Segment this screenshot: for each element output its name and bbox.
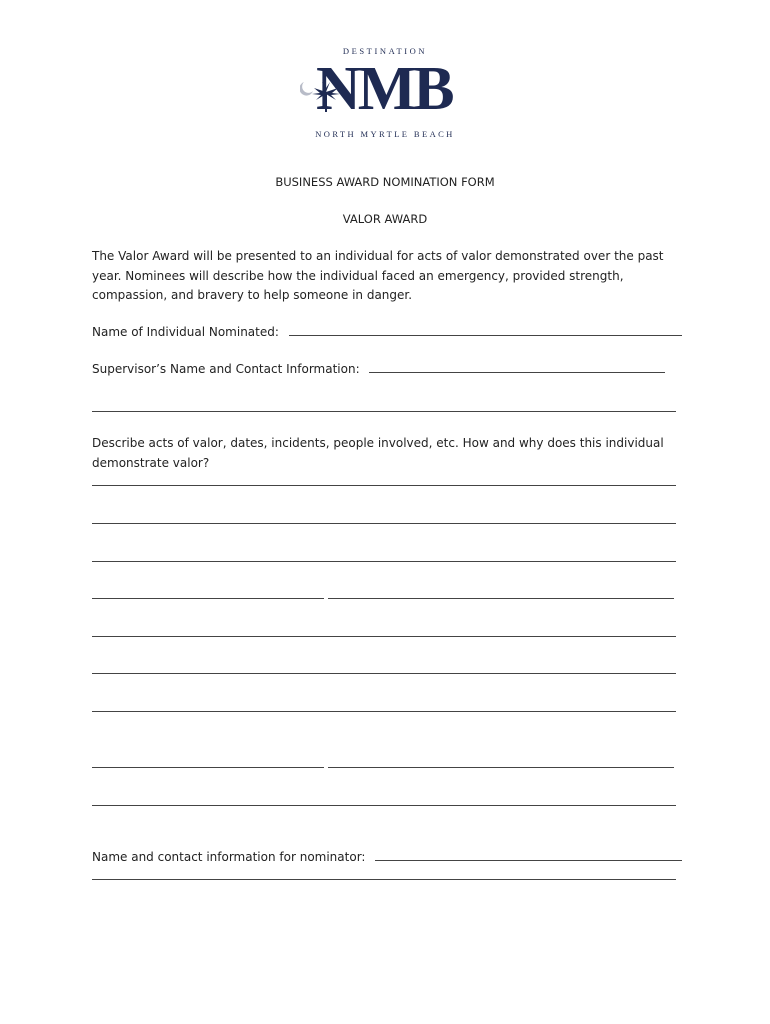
describe-prompt: Describe acts of valor, dates, incidents, people involved, etc. How and why does this individual demonstrate valor?: [92, 436, 664, 470]
logo-bottom-text: NORTH MYRTLE BEACH: [315, 129, 455, 139]
answer-line[interactable]: [328, 598, 674, 599]
nominee-name-label: Name of Individual Nominated:: [92, 325, 279, 339]
supervisor-row: [92, 360, 682, 376]
supervisor-field-continued[interactable]: [92, 411, 676, 412]
destination-nmb-logo: [300, 46, 470, 146]
form-title: BUSINESS AWARD NOMINATION FORM: [275, 175, 495, 189]
answer-line[interactable]: [92, 673, 676, 674]
answer-line[interactable]: [92, 805, 676, 806]
logo-top-text: DESTINATION: [342, 46, 428, 56]
answer-line[interactable]: [92, 598, 324, 599]
answer-line[interactable]: [92, 523, 676, 524]
supervisor-label: Supervisor’s Name and Contact Information:: [92, 362, 360, 376]
supervisor-field[interactable]: [369, 360, 665, 373]
answer-line[interactable]: [92, 485, 676, 486]
nominator-row: [92, 848, 682, 864]
nominator-label: Name and contact information for nominator:: [92, 850, 366, 864]
answer-line[interactable]: [328, 767, 674, 768]
nominee-name-field[interactable]: [289, 323, 682, 336]
nominee-name-row: [92, 323, 682, 339]
answer-line[interactable]: [92, 711, 676, 712]
award-description: The Valor Award will be presented to an individual for acts of valor demonstrated over the past year. Nominees will describe how the individual faced an emergency, provided strength, compassion, and bravery to help someone in danger.: [92, 249, 664, 302]
answer-line[interactable]: [92, 767, 324, 768]
nominator-field[interactable]: [375, 848, 682, 861]
logo-mark-text: NMB: [316, 55, 452, 123]
answer-line[interactable]: [92, 561, 676, 562]
nominator-field-continued[interactable]: [92, 879, 676, 880]
award-name: VALOR AWARD: [342, 212, 428, 226]
answer-line[interactable]: [92, 636, 676, 637]
